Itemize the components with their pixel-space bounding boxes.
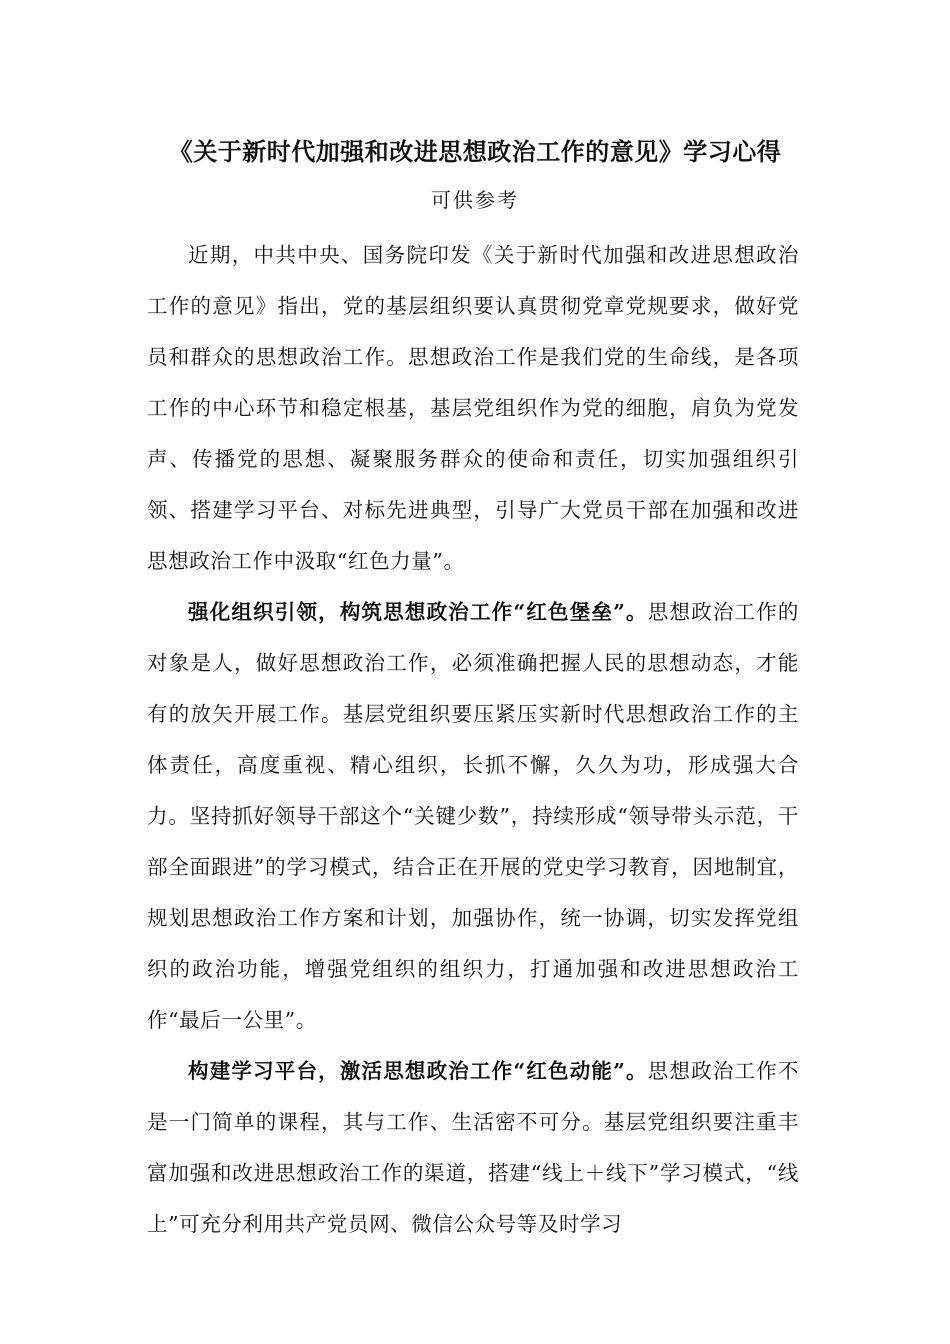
paragraph-3-text: 思想政治工作不是一门简单的课程，其与工作、生活密不可分。基层党组织要注重丰富加强和改进思想政治工作的渠道，搭建“线上＋线下”学习模式，“线上”可充分利用共产党员网、微信公众号等及时学习 <box>147 1059 799 1236</box>
document-title: 《关于新时代加强和改进思想政治工作的意见》学习心得 <box>168 137 782 166</box>
document-subtitle: 可供参考 <box>431 188 519 212</box>
paragraph-2-text: 思想政治工作的对象是人，做好思想政治工作，必须准确把握人民的思想动态，才能有的放矢开展工作。基层党组织要压紧压实新时代思想政治工作的主体责任，高度重视、精心组织，长抓不懈，久久为功，形成强大合力。坚持抓好领导干部这个“关键少数”，持续形成“领导带头示范，干部全面跟进”的学习模式，结合正在开展的党史学习教育，因地制宜，规划思想政治工作方案和计划，加强协作，统一协调，切实发挥党组织的政治功能，增强党组织的组织力，打通加强和改进思想政治工作“最后一公里”。 <box>147 600 799 1032</box>
paragraph-3-lead: 构建学习平台，激活思想政治工作“红色动能”。 <box>188 1059 648 1083</box>
document-body <box>147 230 799 1250</box>
paragraph-2 <box>147 587 799 1046</box>
paragraph-2-lead: 强化组织引领，构筑思想政治工作“红色堡垒”。 <box>188 600 648 624</box>
paragraph-3 <box>147 1046 799 1250</box>
paragraph-1-text: 近期，中共中央、国务院印发《关于新时代加强和改进思想政治工作的意见》指出，党的基层组织要认真贯彻党章党规要求，做好党员和群众的思想政治工作。思想政治工作是我们党的生命线，是各项工作的中心环节和稳定根基，基层党组织作为党的细胞，肩负为党发声、传播党的思想、凝聚服务群众的使命和责任，切实加强组织引领、搭建学习平台、对标先进典型，引导广大党员干部在加强和改进思想政治工作中汲取“红色力量”。 <box>147 243 799 573</box>
paragraph-1 <box>147 230 799 587</box>
